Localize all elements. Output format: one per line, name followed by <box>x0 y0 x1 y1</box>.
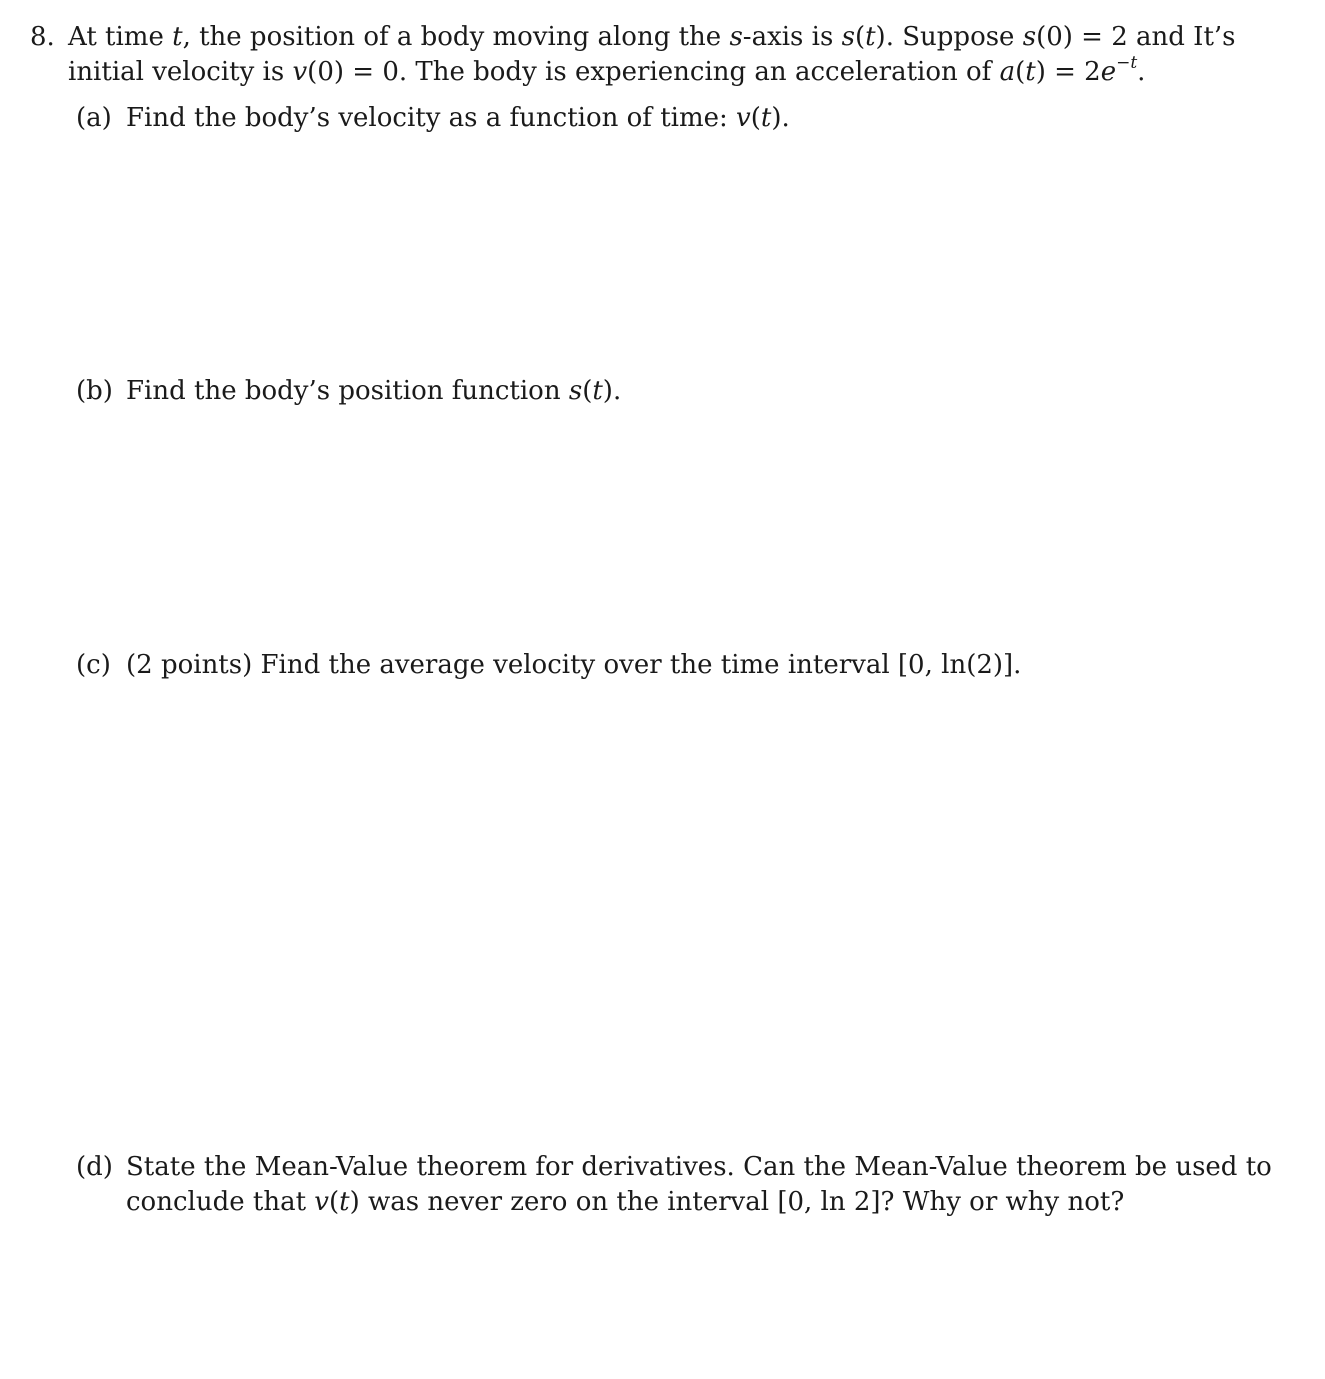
problem-line-2: initial velocity is v(0) = 0. The body is experiencing an acceleration of $a(t) = 2e^{-t}$. <box>68 53 1146 87</box>
part-a-label: (a) <box>76 103 112 133</box>
problem-statement <box>68 20 1248 90</box>
part-d-label: (d) <box>76 1152 113 1182</box>
part-d-question: State the Mean-Value theorem for derivatives. Can the Mean-Value theorem be used to conclude that v(t) was never zero on the interval [0, ln 2]? Why or why not? <box>126 1152 1272 1217</box>
problem-line-1: At time t, the position of a body moving along the s-axis is s(t). Suppose s(0) = 2 and It’s <box>68 22 1236 52</box>
part-c-label: (c) <box>76 650 111 680</box>
problem-number: 8. <box>30 22 55 52</box>
part-b-question: Find the body’s position function s(t). <box>126 376 622 406</box>
part-c-question: (2 points) Find the average velocity over the time interval [0, ln(2)]. <box>126 650 1022 680</box>
exponent: −t <box>1116 53 1138 74</box>
part-a-question: Find the body’s velocity as a function of time: v(t). <box>126 103 790 133</box>
part-b-label: (b) <box>76 376 113 406</box>
